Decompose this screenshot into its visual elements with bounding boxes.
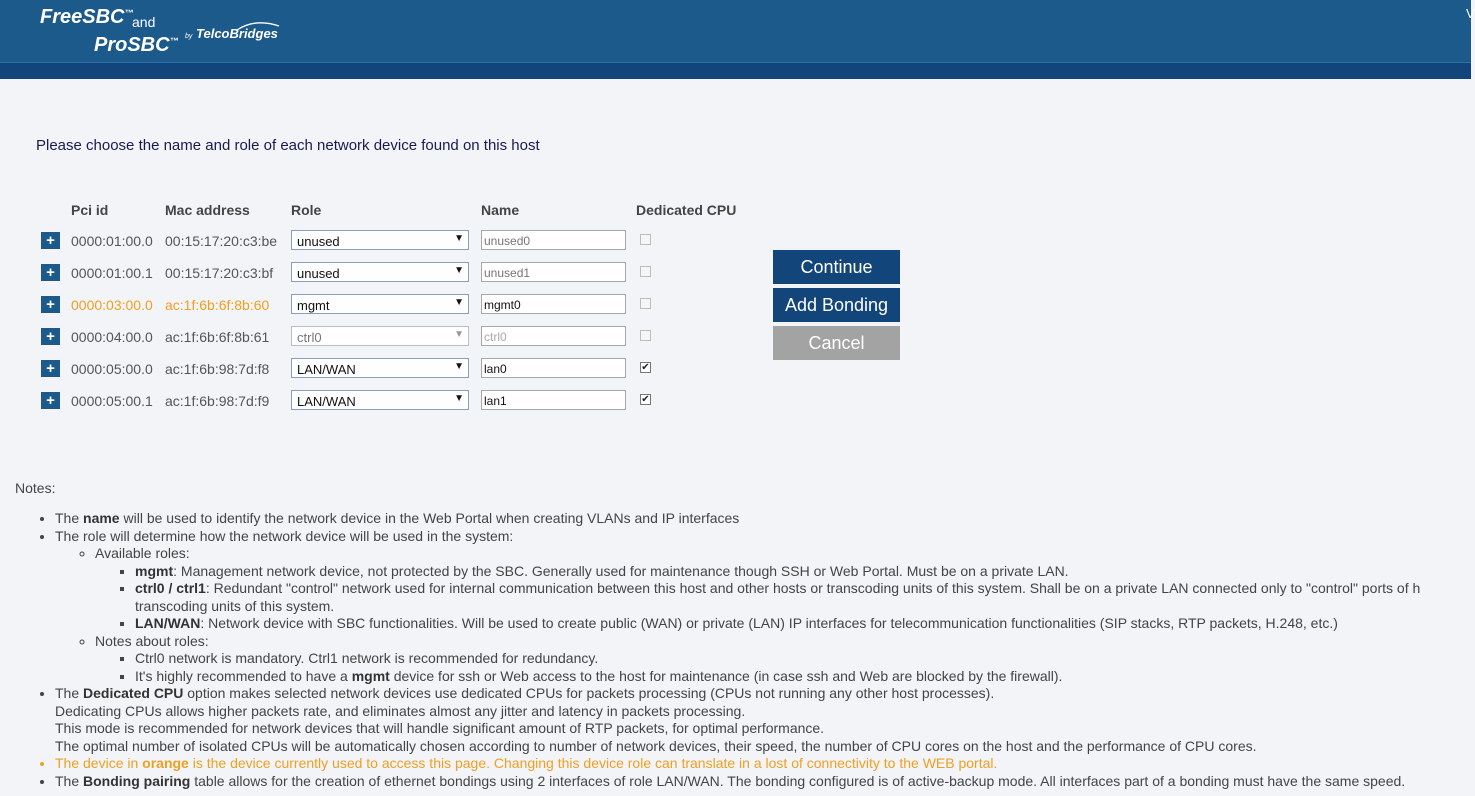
- column-header-pci-id: Pci id: [71, 202, 109, 218]
- mac-address-cell: 00:15:17:20:c3:bf: [165, 265, 274, 281]
- expand-plus-icon[interactable]: +: [41, 360, 60, 377]
- mac-address-cell: ac:1f:6b:6f:8b:60: [165, 297, 270, 313]
- role-select: [291, 326, 469, 346]
- notes-title: Notes:: [15, 480, 56, 496]
- note-role-mgmt: ▪ mgmt: Management network device, not protected by the SBC. Generally used for maintenance though SSH or Web Portal. Must be on a private LAN.: [135, 563, 1471, 581]
- expand-plus-icon[interactable]: +: [41, 328, 60, 345]
- pci-id-cell: 0000:05:00.1: [71, 393, 153, 409]
- header-edge-text: V: [1466, 6, 1475, 21]
- mac-address-cell: ac:1f:6b:98:7d:f9: [165, 393, 270, 409]
- pci-id-cell: 0000:04:00.0: [71, 329, 153, 345]
- table-row: [0, 230, 700, 252]
- dropdown-arrow-icon: ▼: [454, 361, 464, 372]
- role-select[interactable]: [291, 294, 469, 314]
- dropdown-arrow-icon: ▼: [454, 297, 464, 308]
- dropdown-arrow-icon: ▼: [454, 233, 464, 244]
- note-dedicated-cpu: • The Dedicated CPU option makes selected network devices use dedicated CPUs for packets processing (CPUs not running any other host processes). Dedicating CPUs allows higher packets rate, and eliminates almost any jitter and latency in packets processing. This mode is recommended for network devices that will handle significant amount of RTP packets, for optimal performance. The optimal number of isolated CPUs will be automatically chosen according to number of network devices, their speed, the number of CPU cores on the host and the performance of CPU cores.: [55, 685, 1471, 755]
- role-select[interactable]: [291, 390, 469, 410]
- role-select-value: unused: [297, 234, 340, 249]
- device-name-input: [481, 326, 626, 346]
- table-row: [0, 326, 700, 348]
- header-bar: FreeSBC™ and ProSBC™ by TelcoBridges V: [0, 0, 1471, 78]
- device-name-input[interactable]: [481, 230, 626, 250]
- device-name-input[interactable]: [481, 390, 626, 410]
- role-select-value: LAN/WAN: [297, 394, 356, 409]
- pci-id-cell: 0000:01:00.0: [71, 233, 153, 249]
- dedicated-cpu-checkbox: [640, 234, 651, 245]
- column-header-role: Role: [291, 202, 322, 218]
- note-role-ctrl: ▪ ctrl0 / ctrl1: Redundant "control" network used for internal communication between this host and other hosts or transcoding units of this system. Shall be on a private LAN connected only to "control" ports of h transcoding units of this system.: [135, 580, 1471, 615]
- device-name-input[interactable]: [481, 358, 626, 378]
- cancel-button[interactable]: Cancel: [773, 326, 900, 360]
- role-select-value: ctrl0: [297, 330, 322, 345]
- dedicated-cpu-checkbox: [640, 330, 651, 341]
- header-band: [0, 62, 1471, 79]
- mac-address-cell: 00:15:17:20:c3:be: [165, 233, 278, 249]
- mac-address-cell: ac:1f:6b:6f:8b:61: [165, 329, 270, 345]
- column-header-name: Name: [481, 202, 520, 218]
- dedicated-cpu-checkbox: [640, 298, 651, 309]
- table-row: [0, 262, 700, 284]
- role-select-value: LAN/WAN: [297, 362, 356, 377]
- device-name-input[interactable]: [481, 294, 626, 314]
- page-instruction: Please choose the name and role of each network device found on this host: [36, 137, 540, 154]
- note-role-lanwan: ▪ LAN/WAN: Network device with SBC functionalities. Will be used to create public (WAN) or private (LAN) IP interfaces for telecommunication functionalities (SIP stacks, RTP packets, H.248, etc.): [135, 615, 1471, 633]
- note-available-roles: ◦ Available roles: ▪ mgmt: Management network device, not protected by the SBC. Generally used for maintenance though SSH or Web Portal. Must be on a private LAN. ▪ ctrl0 / ctrl1: Redundant "control" network used for internal communication between this host and other hosts or transcoding units of this system. Shall be on a private LAN connected only to "control" ports of h transcoding units of this system. ▪ LAN/WAN: Network device with SBC functionalities. Will be used to create public (WAN) or private (LAN) IP interfaces for telecommunication functionalities (SIP stacks, RTP packets, H.248, etc.): [95, 545, 1471, 633]
- dropdown-arrow-icon: ▼: [454, 393, 464, 404]
- role-select[interactable]: [291, 230, 469, 250]
- pci-id-cell: 0000:05:00.0: [71, 361, 153, 377]
- note-role: • The role will determine how the network device will be used in the system: ◦ Available roles: ▪ mgmt: Management network device, not protected by the SBC. Generally used for maintenance though SSH or Web Portal. Must be on a private LAN. ▪ ctrl0 / ctrl1: Redundant "control" network used for internal communication between this host and other hosts or transcoding units of this system. Shall be on a private LAN connected only to "control" ports of h transcoding units of this system. ▪ LAN/WAN: Network device with SBC functionalities. Will be used to create public (WAN) or private (LAN) IP interfaces for telecommunication functionalities (SIP stacks, RTP packets, H.248, etc.) ◦ Notes about roles: ▪ Ctrl0 network is mandatory. Ctrl1 network is recommended for redundancy. ▪ It's highly recommended to have a mgmt device for ssh or Web access to the host for maintenance (in case ssh and Web are blocked by the firewall).: [55, 528, 1471, 686]
- role-select[interactable]: [291, 262, 469, 282]
- expand-plus-icon[interactable]: +: [41, 232, 60, 249]
- note-ctrl-mandatory: ▪ Ctrl0 network is mandatory. Ctrl1 network is recommended for redundancy.: [135, 650, 1471, 668]
- notes-section: [15, 510, 1471, 790]
- add-bonding-button[interactable]: Add Bonding: [773, 288, 900, 322]
- mac-address-cell: ac:1f:6b:98:7d:f8: [165, 361, 270, 377]
- dropdown-arrow-icon: ▼: [454, 265, 464, 276]
- expand-plus-icon[interactable]: +: [41, 392, 60, 409]
- role-select-value: mgmt: [297, 298, 330, 313]
- note-bonding: • The Bonding pairing table allows for the creation of ethernet bondings using 2 interfaces of role LAN/WAN. The bonding configured is of active-backup mode. All interfaces part of a bonding must have the same speed.: [55, 773, 1471, 791]
- expand-plus-icon[interactable]: +: [41, 264, 60, 281]
- column-header-dedicated-cpu: Dedicated CPU: [636, 202, 737, 218]
- table-row: [0, 294, 700, 316]
- note-notes-about-roles: ◦ Notes about roles: ▪ Ctrl0 network is mandatory. Ctrl1 network is recommended for redundancy. ▪ It's highly recommended to have a mgmt device for ssh or Web access to the host for maintenance (in case ssh and Web are blocked by the firewall).: [95, 633, 1471, 686]
- dedicated-cpu-checkbox-checked[interactable]: ✔: [641, 394, 650, 405]
- dropdown-arrow-icon: ▼: [454, 329, 464, 340]
- pci-id-cell: 0000:01:00.1: [71, 265, 153, 281]
- device-name-input[interactable]: [481, 262, 626, 282]
- expand-plus-icon[interactable]: +: [41, 296, 60, 313]
- note-name: • The name will be used to identify the network device in the Web Portal when creating VLANs and IP interfaces: [55, 510, 1471, 528]
- telcobridges-swoosh-icon: [235, 20, 281, 34]
- column-header-mac-address: Mac address: [165, 202, 250, 218]
- note-mgmt-recommended: ▪ It's highly recommended to have a mgmt device for ssh or Web access to the host for maintenance (in case ssh and Web are blocked by the firewall).: [135, 668, 1471, 686]
- table-row: [0, 390, 700, 412]
- dedicated-cpu-checkbox: [640, 266, 651, 277]
- dedicated-cpu-checkbox-checked[interactable]: ✔: [641, 362, 650, 373]
- role-select-value: unused: [297, 266, 340, 281]
- note-orange-device: • The device in orange is the device currently used to access this page. Changing this device role can translate in a lost of connectivity to the WEB portal.: [55, 755, 1471, 773]
- continue-button[interactable]: Continue: [773, 250, 900, 284]
- role-select[interactable]: [291, 358, 469, 378]
- table-row: [0, 358, 700, 380]
- pci-id-cell: 0000:03:00.0: [71, 297, 153, 313]
